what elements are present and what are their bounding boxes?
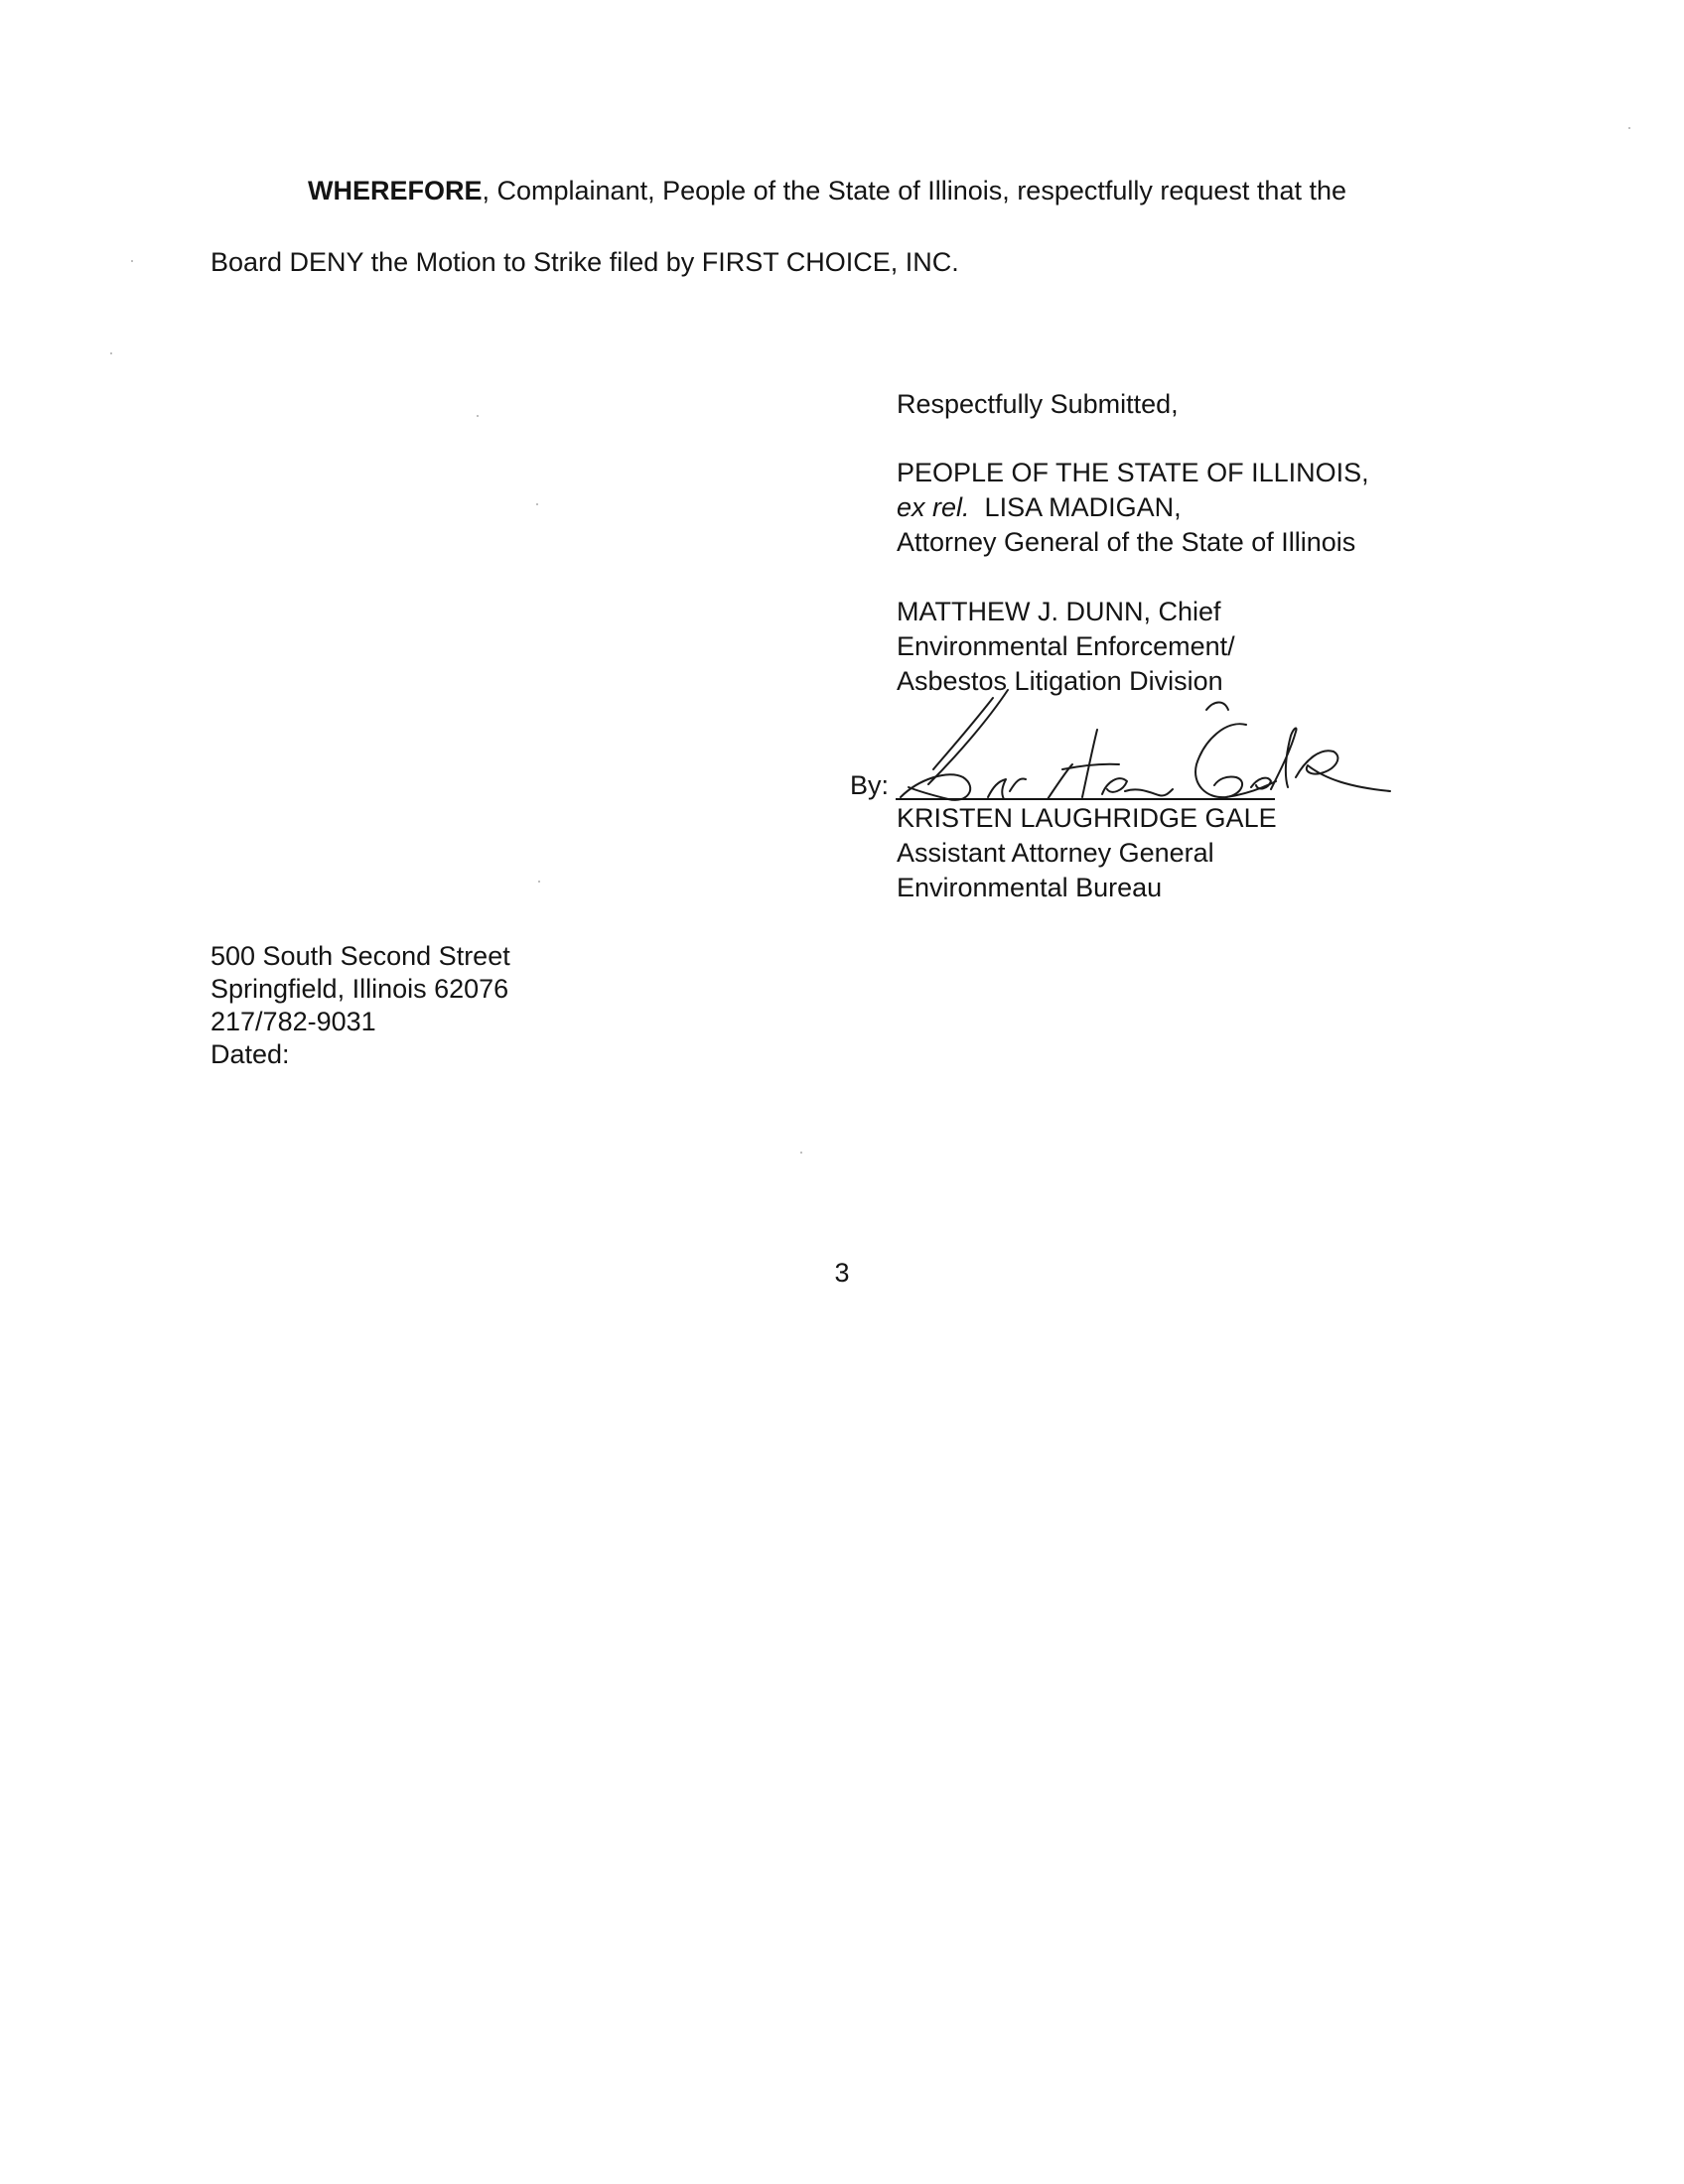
page-number: 3 <box>834 1258 850 1288</box>
body-paragraph-line-2: Board DENY the Motion to Strike filed by FIRST CHOICE, INC. <box>210 247 959 277</box>
scan-speck <box>1628 127 1630 129</box>
address-block <box>210 940 510 1071</box>
signer-title: Assistant Attorney General <box>897 838 1214 868</box>
attorney-general-title: Attorney General of the State of Illinois <box>897 527 1356 557</box>
scan-speck <box>536 503 538 505</box>
dated-label: Dated: <box>210 1039 290 1069</box>
paragraph-text-1: , Complainant, People of the State of Illinois, respectfully request that the <box>482 176 1346 205</box>
handwritten-signature <box>899 670 1395 819</box>
signer-bureau: Environmental Bureau <box>897 873 1163 902</box>
signature-line <box>896 798 1275 800</box>
division-line-1: Environmental Enforcement/ <box>897 631 1235 661</box>
scan-speck <box>110 352 112 354</box>
scan-speck <box>131 260 133 262</box>
closing-line: Respectfully Submitted, <box>897 389 1179 419</box>
wherefore-keyword: WHEREFORE <box>308 176 483 205</box>
signature-block <box>897 387 1369 699</box>
address-street: 500 South Second Street <box>210 941 510 971</box>
signer-block <box>897 801 1277 905</box>
scan-speck <box>477 415 479 417</box>
address-phone: 217/782-9031 <box>210 1007 376 1036</box>
address-city: Springfield, Illinois 62076 <box>210 974 509 1004</box>
scan-speck <box>538 881 540 883</box>
chief-name: MATTHEW J. DUNN, Chief <box>897 597 1221 626</box>
party-name: PEOPLE OF THE STATE OF ILLINOIS, <box>897 458 1369 487</box>
ex-rel-line <box>897 490 1369 525</box>
by-label: By: <box>850 770 890 800</box>
ex-rel-prefix: ex rel. <box>897 492 970 522</box>
ex-rel-name: LISA MADIGAN, <box>984 492 1182 522</box>
division-line-2: Asbestos Litigation Division <box>897 666 1223 696</box>
scan-speck <box>800 1152 802 1154</box>
body-paragraph-line-1 <box>308 174 1346 208</box>
signer-name: KRISTEN LAUGHRIDGE GALE <box>897 803 1277 833</box>
